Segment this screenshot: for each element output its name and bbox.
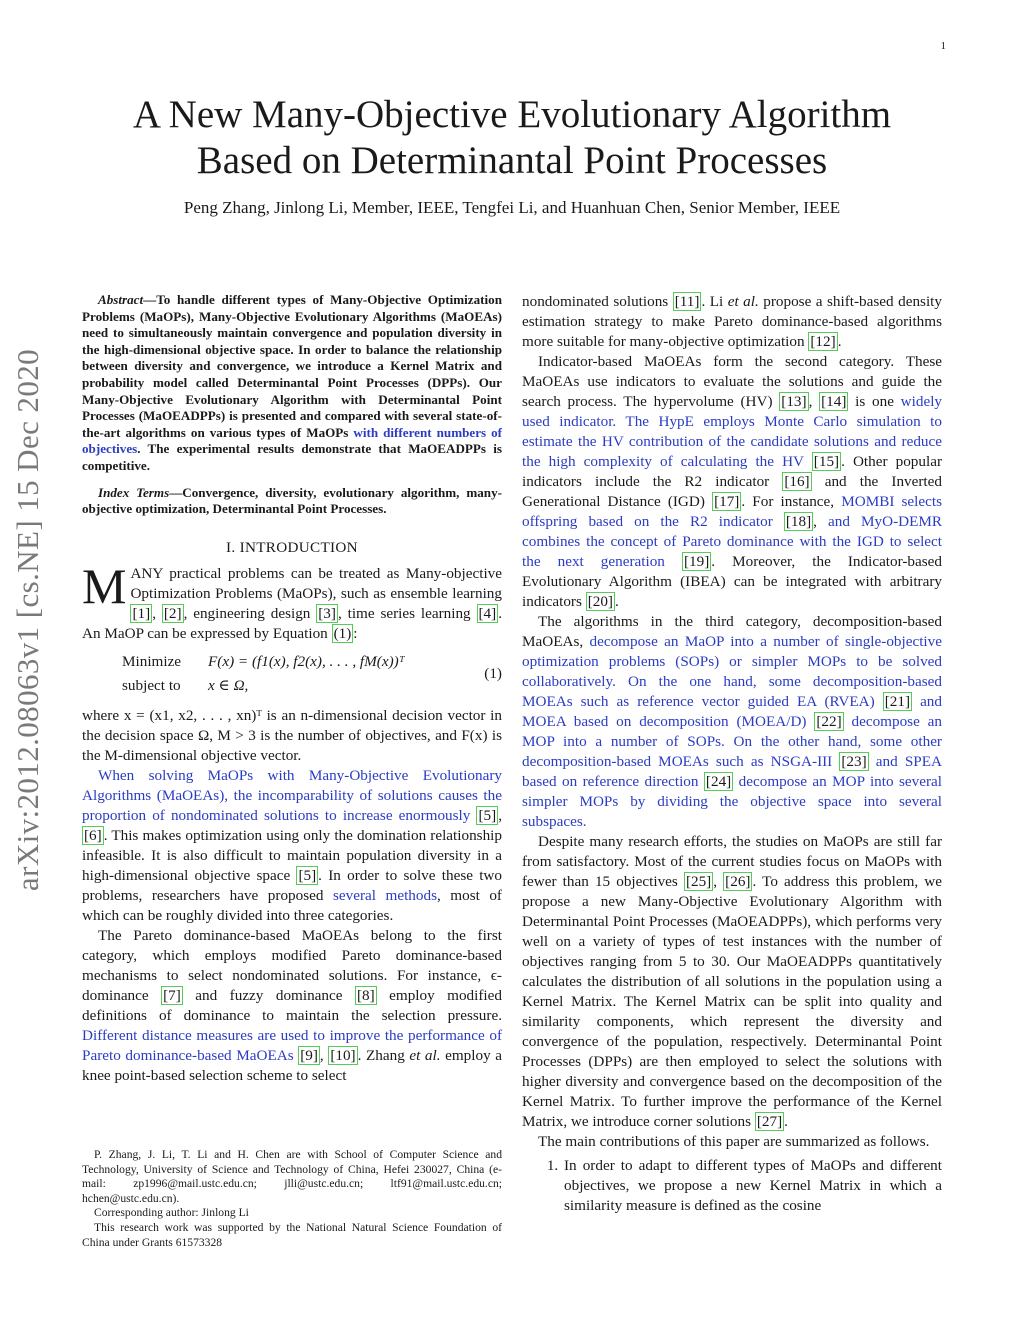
text-run: et al.: [409, 1046, 441, 1064]
funding-footnote: This research work was supported by the National Natural Science Foundation of China under Grants 61573328: [82, 1220, 502, 1249]
text-run: . Moreover, the Indicator-based Evolutionary Algorithm (IBEA) can be integrated with arbitrary indicators: [522, 553, 943, 610]
abstract: [82, 292, 502, 475]
abstract-link[interactable]: with different numbers of objectives: [82, 424, 503, 457]
intro-paragraph-3: [82, 766, 502, 926]
equation-link[interactable]: (1): [333, 624, 352, 642]
abstract-label: Abstract: [98, 292, 144, 307]
text-run: . An MaOP can be expressed by Equation: [82, 604, 503, 642]
paper-title: A New Many-Objective Evolutionary Algorithm Based on Determinantal Point Processes: [132, 93, 892, 182]
equation-keyword: Minimize: [122, 652, 182, 670]
citation-link[interactable]: [14]: [821, 393, 847, 410]
highlighted-text[interactable]: and SPEA based on reference direction: [522, 753, 942, 790]
citation-link[interactable]: [16]: [784, 473, 810, 490]
citation-link[interactable]: [11]: [674, 293, 700, 310]
equation-expression: x ∈ Ω,: [208, 676, 249, 694]
highlighted-text[interactable]: MOMBI selects offspring based on the R2 indicator: [522, 493, 942, 530]
citation-link[interactable]: [19]: [683, 553, 710, 570]
equation-expression: F(x) = (f1(x), f2(x), . . . , fM(x))ᵀ: [208, 652, 405, 670]
author-list: Peng Zhang, Jinlong Li, Member, IEEE, Tengfei Li, and Huanhuan Chen, Senior Member, IEEE: [183, 198, 841, 217]
text-run: . This makes optimization using only the domination relationship infeasible. It is also difficult to maintain population diversity in a high-dimensional objective space: [82, 826, 502, 884]
equation-1: [82, 650, 502, 700]
highlighted-text[interactable]: When solving MaOPs with Many-Objective Evolutionary Algorithms (MaOEAs), the incomparability of solutions causes the proportion of nondominated solutions to increase enormously: [82, 766, 502, 824]
text-run: .: [837, 333, 842, 350]
citation-link[interactable]: [25]: [685, 873, 712, 890]
citation-link[interactable]: [24]: [705, 773, 732, 790]
text-run: employ a knee point-based selection scheme to select: [82, 1046, 503, 1084]
text-run: nondominated solutions: [522, 293, 673, 310]
highlighted-text[interactable]: decompose an MaOP into a number of single-objective optimization problems (SOPs) or simpler MOPs to be solved collaboratively. On the one hand, some decomposition-based MOEAs such as reference vector guided EA (RVEA): [522, 633, 942, 710]
text-run: ANY practical problems can be treated as Many-objective Optimization Problems (MaOPs), such as ensemble learning: [130, 564, 502, 602]
text-run: ,: [498, 806, 502, 824]
highlighted-text[interactable]: several methods: [333, 886, 437, 904]
citation-link[interactable]: [4]: [478, 604, 497, 622]
arxiv-identifier[interactable]: arXiv:2012.08063v1 [cs.NE] 15 Dec 2020: [10, 348, 45, 892]
text-run: . Li: [701, 293, 728, 310]
section-heading: I. INTRODUCTION: [226, 538, 358, 556]
text-run: ,: [808, 393, 820, 410]
index-terms-label: Index Terms: [98, 484, 170, 500]
text-run: ,: [813, 513, 829, 530]
text-run: The algorithms in the third category, decomposition-based MaOEAs,: [522, 613, 942, 650]
text-run: [773, 513, 784, 530]
text-run: Indicator-based MaOEAs form the second category. These MaOEAs use indicators to evaluate the solutions and guide the search process. The hypervolume (HV): [522, 353, 942, 410]
text-run: et al.: [727, 293, 759, 310]
text-run: ,: [319, 1046, 329, 1064]
text-run: is one: [848, 393, 901, 410]
intro-paragraph-1: [82, 557, 503, 644]
text-run: . In order to solve these two problems, researchers have proposed: [82, 866, 502, 904]
text-run: .: [784, 1113, 788, 1130]
equation-number: (1): [484, 664, 502, 682]
text-run: Despite many research efforts, the studies on MaOPs are still far from satisfactory. Most of the current studies focus on MaOPs with fewer than 15 objectives: [522, 833, 942, 890]
citation-link[interactable]: [23]: [841, 753, 867, 770]
citation-link[interactable]: [27]: [756, 1113, 783, 1130]
citation-link[interactable]: [10]: [330, 1046, 356, 1064]
citation-link[interactable]: [12]: [810, 333, 836, 350]
text-run: employ modified definitions of dominance to maintain the selection pressure.: [82, 986, 502, 1024]
affiliation-footnote: P. Zhang, J. Li, T. Li and H. Chen are with School of Computer Science and Technology, University of Science and Technology of China, Hefei 230027, China (e-mail: zp1996@mail.ustc.edu.cn; jlli@ustc.edu.cn; ltf91@mail.ustc.edu.cn; hchen@ustc.edu.cn).: [82, 1148, 502, 1205]
abstract-tail: . The experimental results demonstrate that MaOEADPPs is competitive.: [82, 441, 502, 473]
text-run: . For instance,: [741, 493, 842, 510]
text-run: and fuzzy dominance: [182, 986, 355, 1004]
right-paragraph-4: The main contributions of this paper are summarized as follows.: [538, 1133, 930, 1150]
citation-link[interactable]: [20]: [587, 593, 613, 610]
dropcap: M: [82, 557, 127, 614]
highlighted-text[interactable]: and MyO-DEMR combines the concept of Pareto dominance with the IGD to select the next generation: [522, 513, 943, 570]
citation-link[interactable]: [13]: [781, 393, 807, 410]
left-column: [82, 292, 502, 1086]
text-run: . To address this problem, we propose a new Many-Objective Evolutionary Algorithm with Determinantal Point Processes (MaOEADPPs), which performs very well on a variety of types of test instances with the number of objectives ranging from 5 to 30. Our MaOEADPPs quantitatively calculates the distribution of all solutions in the population using a Kernel Matrix. The Kernel Matrix can be split into quality and similarity components, which represent the diversity and convergence of the population, respectively. Determinantal Point Processes (DPPs) are then employed to select the solutions with higher diversity and convergence based on the decomposition of the Kernel Matrix. To further improve the performance of the Kernel Matrix, we introduce corner solutions: [522, 873, 942, 1130]
right-paragraph-3: [522, 832, 942, 1132]
text-run: . Other popular indicators include the R2 indicator: [522, 453, 942, 490]
text-run: , most of which can be roughly divided into three categories.: [82, 886, 502, 924]
citation-link[interactable]: [15]: [813, 453, 840, 470]
footnotes: [82, 1148, 502, 1250]
equation-line: [122, 652, 405, 672]
citation-link[interactable]: [9]: [300, 1046, 318, 1064]
right-paragraph-0: [522, 292, 942, 352]
citation-link[interactable]: [5]: [478, 806, 497, 824]
highlighted-text[interactable]: decompose an MOP into a number of SOPs. On the other hand, some other decomposition-based MOEAs such as NSGA-III: [522, 713, 943, 770]
index-terms-text: —Convergence, diversity, evolutionary algorithm, many-objective optimization, Determinantal Point Processes.: [82, 484, 502, 517]
list-item: 1. In order to adapt to different types of MaOPs and different objectives, we propose a new Kernel Matrix in which a similarity measure is defined as the cosine: [562, 1156, 942, 1216]
corresponding-author-footnote: Corresponding author: Jinlong Li: [94, 1206, 249, 1220]
text-run: :: [353, 624, 358, 642]
text-run: ,: [152, 604, 162, 622]
citation-link[interactable]: [17]: [714, 493, 740, 510]
citation-link[interactable]: [18]: [785, 513, 812, 530]
intro-paragraph-2: where x = (x1, x2, . . . , xn)ᵀ is an n-dimensional decision vector in the decision space Ω, M > 3 is the number of objectives, and F(x) is the M-dimensional objective vector.: [82, 706, 502, 764]
citation-link[interactable]: [1]: [132, 604, 151, 622]
text-run: [804, 453, 812, 470]
citation-link[interactable]: [3]: [318, 604, 336, 622]
highlighted-text[interactable]: and MOEA based on decomposition (MOEA/D): [522, 693, 942, 730]
text-run: , time series learning: [337, 604, 477, 622]
equation-keyword: subject to: [122, 676, 181, 694]
text-run: [875, 693, 883, 710]
text-run: ,: [713, 873, 724, 890]
contribution-list: [522, 1156, 942, 1216]
intro-paragraph-4: [82, 926, 502, 1086]
index-terms: [82, 485, 502, 518]
text-run: and the Inverted Generational Distance (IGD): [522, 473, 942, 510]
citation-link[interactable]: [7]: [163, 986, 181, 1004]
text-run: .: [615, 593, 619, 610]
citation-link[interactable]: [21]: [884, 693, 911, 710]
citation-link[interactable]: [22]: [816, 713, 842, 730]
citation-link[interactable]: [26]: [725, 873, 751, 890]
abstract-text: —To handle different types of Many-Objective Optimization Problems (MaOPs), Many-Objective Evolutionary Algorithms (MaOEAs) need to simultaneously maintain convergence and population diversity in the high-dimensional objective space. In order to balance the relationship between diversity and convergence, we introduce a Kernel Matrix and probability model called Determinantal Point Processes (DPPs). Our Many-Objective Evolutionary Algorithm with Determinantal Point Processes (MaOEADPPs) is presented and compared with several state-of-the-art algorithms on various types of MaOPs: [82, 292, 502, 440]
text-run: propose a shift-based density estimation strategy to make Pareto dominance-based algorithms more suitable for many-objective optimization: [522, 293, 942, 350]
citation-link[interactable]: [2]: [163, 604, 182, 622]
equation-line: [122, 676, 248, 696]
text-run: [665, 553, 682, 570]
citation-link[interactable]: [6]: [84, 826, 102, 844]
highlighted-text[interactable]: decompose an MOP into several simpler MOPs by dividing the objective space into several subspaces.: [522, 773, 942, 830]
right-paragraph-1: [522, 352, 942, 612]
highlighted-text[interactable]: Different distance measures are used to improve the performance of Pareto dominance-based MaOEAs: [82, 1026, 502, 1064]
text-run: , engineering design: [183, 604, 317, 622]
right-column: [522, 292, 942, 1216]
citation-link[interactable]: [8]: [356, 986, 375, 1004]
citation-link[interactable]: [5]: [298, 866, 317, 884]
text-run: . Zhang: [357, 1046, 410, 1064]
highlighted-text[interactable]: widely used indicator. The HypE employs Monte Carlo simulation to estimate the HV contribution of the candidate solutions and reduce the high complexity of calculating the HV: [522, 393, 943, 470]
page-number: 1: [940, 40, 946, 52]
right-paragraph-2: [522, 612, 942, 832]
text-run: The Pareto dominance-based MaOEAs belong to the first category, which employs modified Pareto dominance-based mechanisms to select nondominated solutions. For instance, ϵ-dominance: [82, 926, 502, 1004]
